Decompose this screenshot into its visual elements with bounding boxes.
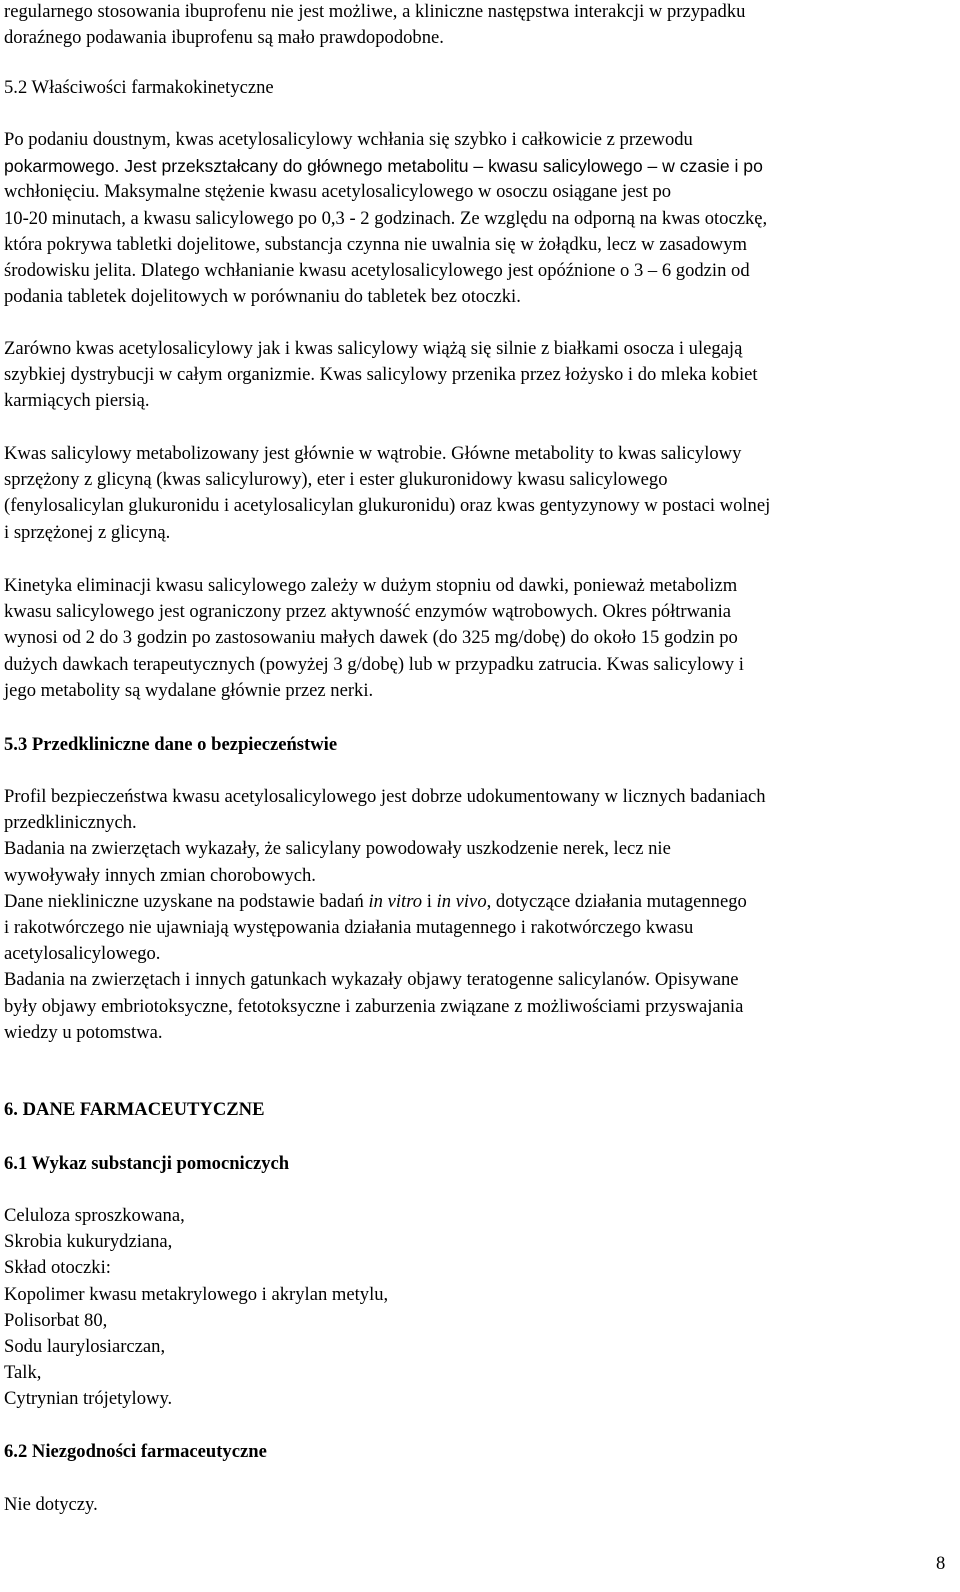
section-heading-5-2: 5.2 Właściwości farmakokinetyczne [4,77,274,98]
text-line: (fenylosalicylan glukuronidu i acetylosalicylan glukuronidu) oraz kwas gentyzynowy w postaci wolnej [4,495,771,517]
list-item: Cytrynian trójetylowy. [4,1388,173,1410]
text-span: , dotyczące działania mutagennego [486,890,747,912]
list-item: Skład otoczki: [4,1257,111,1279]
paragraph-metabolism [4,441,770,546]
paragraph-preclinical [4,784,766,1046]
italic-term: in vitro [368,890,423,912]
list-item: Celuloza sproszkowana, [4,1205,185,1226]
text-line: wywoływały innych zmian chorobowych. [4,864,316,886]
text-line: Po podaniu doustnym, kwas acetylosalicylowy wchłania się szybko i całkowicie z przewodu [4,129,693,150]
text-line: Profil bezpieczeństwa kwasu acetylosalicylowego jest dobrze udokumentowany w licznych badaniach [4,786,766,807]
section-heading-6: 6. DANE FARMACEUTYCZNE [4,1099,265,1120]
text-line: i rakotwórczego nie ujawniają występowania działania mutagennego i rakotwórczego kwasu [4,917,694,939]
text-line: sprzężony z glicyną (kwas salicylurowy), eter i ester glukuronidowy kwasu salicylowego [4,469,668,491]
text-line: szybkiej dystrybucji w całym organizmie. Kwas salicylowy przenika przez łożysko i do mleka kobiet [4,364,758,386]
excipients-list [4,1203,388,1413]
text-span: Dane niekliniczne uzyskane na podstawie badań [4,890,369,912]
text-line: wiedzy u potomstwa. [4,1021,163,1043]
list-item: Polisorbat 80, [4,1309,108,1331]
paragraph-elimination [4,573,744,704]
text-line: Kwas salicylowy metabolizowany jest głównie w wątrobie. Główne metabolity to kwas salicylowy [4,443,742,464]
text-line: 10-20 minutach, a kwasu salicylowego po 0,3 - 2 godzinach. Ze względu na odporną na kwas otoczkę, [4,207,768,229]
text-line [4,889,766,915]
text-line: i sprzężonej z glicyną. [4,521,171,543]
text-line: Kinetyka eliminacji kwasu salicylowego zależy w dużym stopniu od dawki, ponieważ metabolizm [4,575,738,596]
text-line: doraźnego podawania ibuprofenu są mało prawdopodobne. [4,27,444,49]
list-item: Talk, [4,1362,42,1384]
text-span: i [422,890,437,912]
paragraph-distribution [4,336,758,415]
page-number: 8 [936,1553,946,1574]
text-line: regularnego stosowania ibuprofenu nie jest możliwe, a kliniczne następstwa interakcji w przypadku [4,1,746,22]
section-heading-6-2: 6.2 Niezgodności farmaceutyczne [4,1441,267,1462]
section-heading-6-1: 6.1 Wykaz substancji pomocniczych [4,1153,290,1174]
list-item: Skrobia kukurydziana, [4,1231,173,1253]
text-line: dużych dawkach terapeutycznych (powyżej 3 g/dobę) lub w przypadku zatrucia. Kwas salicylowy i [4,653,744,675]
text-line: Badania na zwierzętach i innych gatunkach wykazały objawy teratogenne salicylanów. Opisywane [4,969,739,991]
list-item: Kopolimer kwasu metakrylowego i akrylan metylu, [4,1283,389,1305]
text-line: pokarmowego. Jest przekształcany do głównego metabolitu – kwasu salicylowego – w czasie i po [4,156,763,177]
list-item: Sodu laurylosiarczan, [4,1336,166,1358]
section-heading-5-3: 5.3 Przedkliniczne dane o bezpieczeństwie [4,734,338,755]
text-line: przedklinicznych. [4,812,137,834]
text-line: podania tabletek dojelitowych w porównaniu do tabletek bez otoczki. [4,286,521,308]
text-line: środowisku jelita. Dlatego wchłanianie kwasu acetylosalicylowego jest opóźnione o 3 – 6 godzin od [4,260,750,282]
incompatibilities-text: Nie dotyczy. [4,1494,98,1515]
text-line: Zarówno kwas acetylosalicylowy jak i kwas salicylowy wiążą się silnie z białkami osocza i ulegają [4,338,743,359]
text-line: wchłonięciu. Maksymalne stężenie kwasu acetylosalicylowego w osoczu osiągane jest po [4,181,672,203]
text-line: acetylosalicylowego. [4,943,161,965]
italic-term: in vivo [436,890,487,912]
text-line: która pokrywa tabletki dojelitowe, substancja czynna nie uwalnia się w żołądku, lecz w zasadowym [4,233,747,255]
text-line: były objawy embriotoksyczne, fetotoksyczne i zaburzenia związane z możliwościami przyswajania [4,995,744,1017]
intro-paragraph [4,0,745,51]
text-line: wynosi od 2 do 3 godzin po zastosowaniu małych dawek (do 325 mg/dobę) do około 15 godzin po [4,627,738,649]
text-line: jego metabolity są wydalane głównie przez nerki. [4,679,374,701]
text-line: karmiących piersią. [4,390,150,412]
text-line: Badania na zwierzętach wykazały, że salicylany powodowały uszkodzenie nerek, lecz nie [4,838,671,860]
text-line: kwasu salicylowego jest ograniczony przez aktywność enzymów wątrobowych. Okres półtrwania [4,601,731,623]
paragraph-absorption [4,127,767,310]
